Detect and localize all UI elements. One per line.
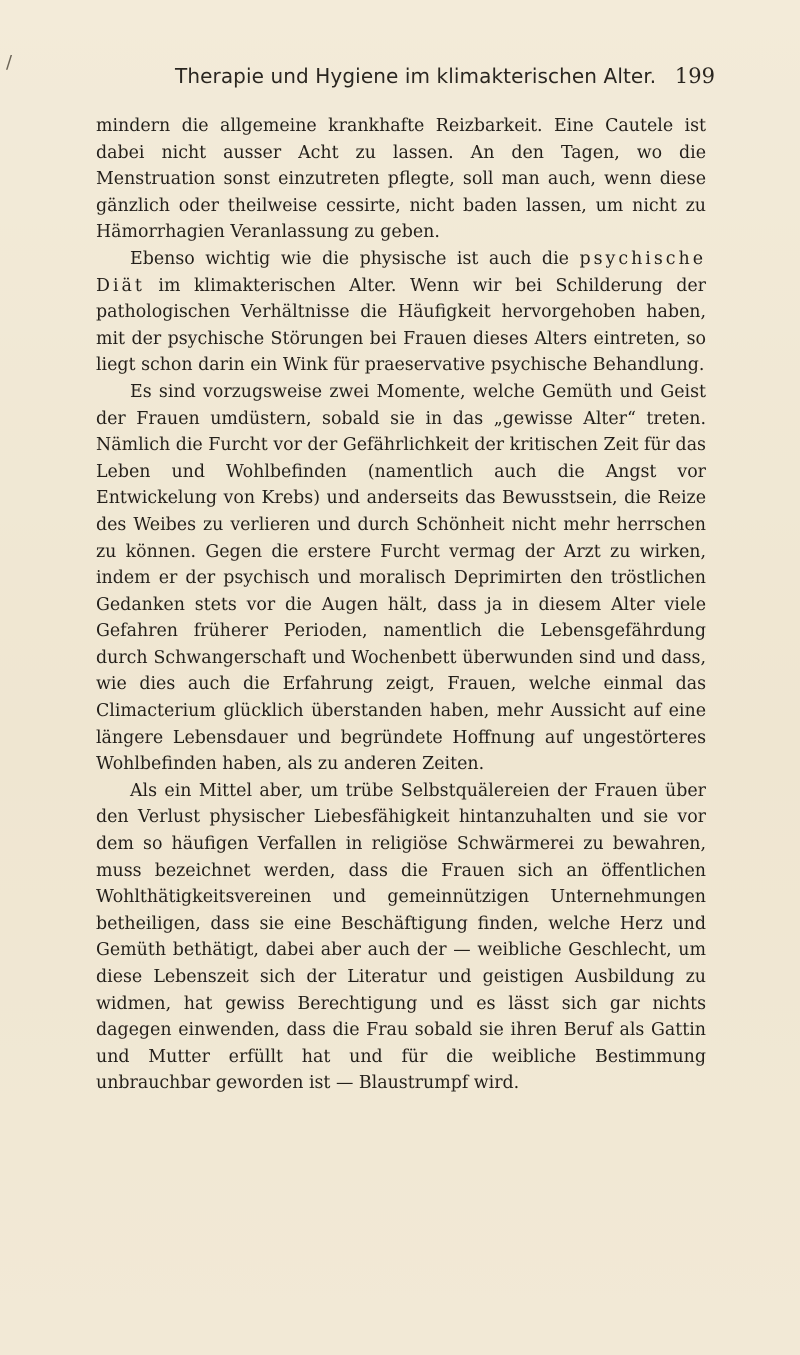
paragraph-3: Es sind vorzugsweise zwei Momente, welche Gemüth und Geist der Frauen umdüstern, sobald sie in das „gewisse Alter“ treten. Nämlich die Furcht vor der Gefährlichkeit der kritischen Zeit für das Leben und Wohlbefinden (namentlich auch die Angst vor Entwickelung von Krebs) und anderseits das Bewusstsein, die Reize des Weibes zu verlieren und durch Schönheit nicht mehr herrschen zu können. Gegen die erstere Furcht vermag der Arzt zu wirken, indem er der psychisch und moralisch Deprimirten den tröstlichen Gedanken stets vor die Augen hält, dass ja in diesem Alter viele Gefahren früherer Perioden, namentlich die Lebensgefährdung durch Schwangerschaft und Wochenbett überwunden sind und dass, wie dies auch die Erfahrung zeigt, Frauen, welche einmal das Climacterium glücklich überstanden haben, mehr Aussicht auf eine längere Lebensdauer und begründete Hoffnung auf ungestörteres Wohlbefinden haben, als zu anderen Zeiten. bbox=[96, 381, 706, 775]
paragraph-2 bbox=[96, 246, 706, 379]
paragraph-2-after: im klimakterischen Alter. Wenn wir bei Schilderung der pathologischen Verhältnisse die Häufigkeit hervorgehoben haben, mit der psychische Störungen bei Frauen dieses Alters eintreten, so liegt schon darin ein Wink für praeservative psychische Behandlung. bbox=[96, 275, 706, 376]
spaced-emphasis: psychische Diät bbox=[96, 248, 706, 296]
page-number: 199 bbox=[674, 64, 715, 88]
body-text bbox=[96, 113, 706, 1097]
margin-mark: / bbox=[6, 52, 13, 73]
paragraph-2-before: Ebenso wichtig wie die physische ist auch die bbox=[130, 248, 580, 269]
paragraph-1: mindern die allgemeine krankhafte Reizbarkeit. Eine Cautele ist dabei nicht ausser Acht zu lassen. An den Tagen, wo die Menstruation sonst einzutreten pflegte, soll man auch, wenn diese gänzlich oder theilweise cessirte, nicht baden lassen, um nicht zu Hämorrhagien Veranlassung zu geben. bbox=[96, 116, 706, 243]
page-header bbox=[175, 64, 715, 100]
paragraph-4: Als ein Mittel aber, um trübe Selbstquälereien der Frauen über den Verlust physischer Liebesfähigkeit hintanzuhalten und sie vor dem so häufigen Verfallen in religiöse Schwärmerei zu bewahren, muss bezeichnet werden, dass die Frauen sich an öffentlichen Wohlthätigkeitsvereinen und gemeinnützigen Unternehmungen betheiligen, dass sie eine Beschäftigung finden, welche Herz und Gemüth bethätigt, dabei aber auch der — weibliche Geschlecht, um diese Lebenszeit sich der Literatur und geistigen Ausbildung zu widmen, hat gewiss Berechtigung und es lässt sich gar nichts dagegen einwenden, dass die Frau sobald sie ihren Beruf als Gattin und Mutter erfüllt hat und für die weibliche Bestimmung unbrauchbar geworden ist — Blaustrumpf wird. bbox=[96, 780, 706, 1094]
running-head: Therapie und Hygiene im klimakterischen Alter. bbox=[175, 64, 657, 88]
